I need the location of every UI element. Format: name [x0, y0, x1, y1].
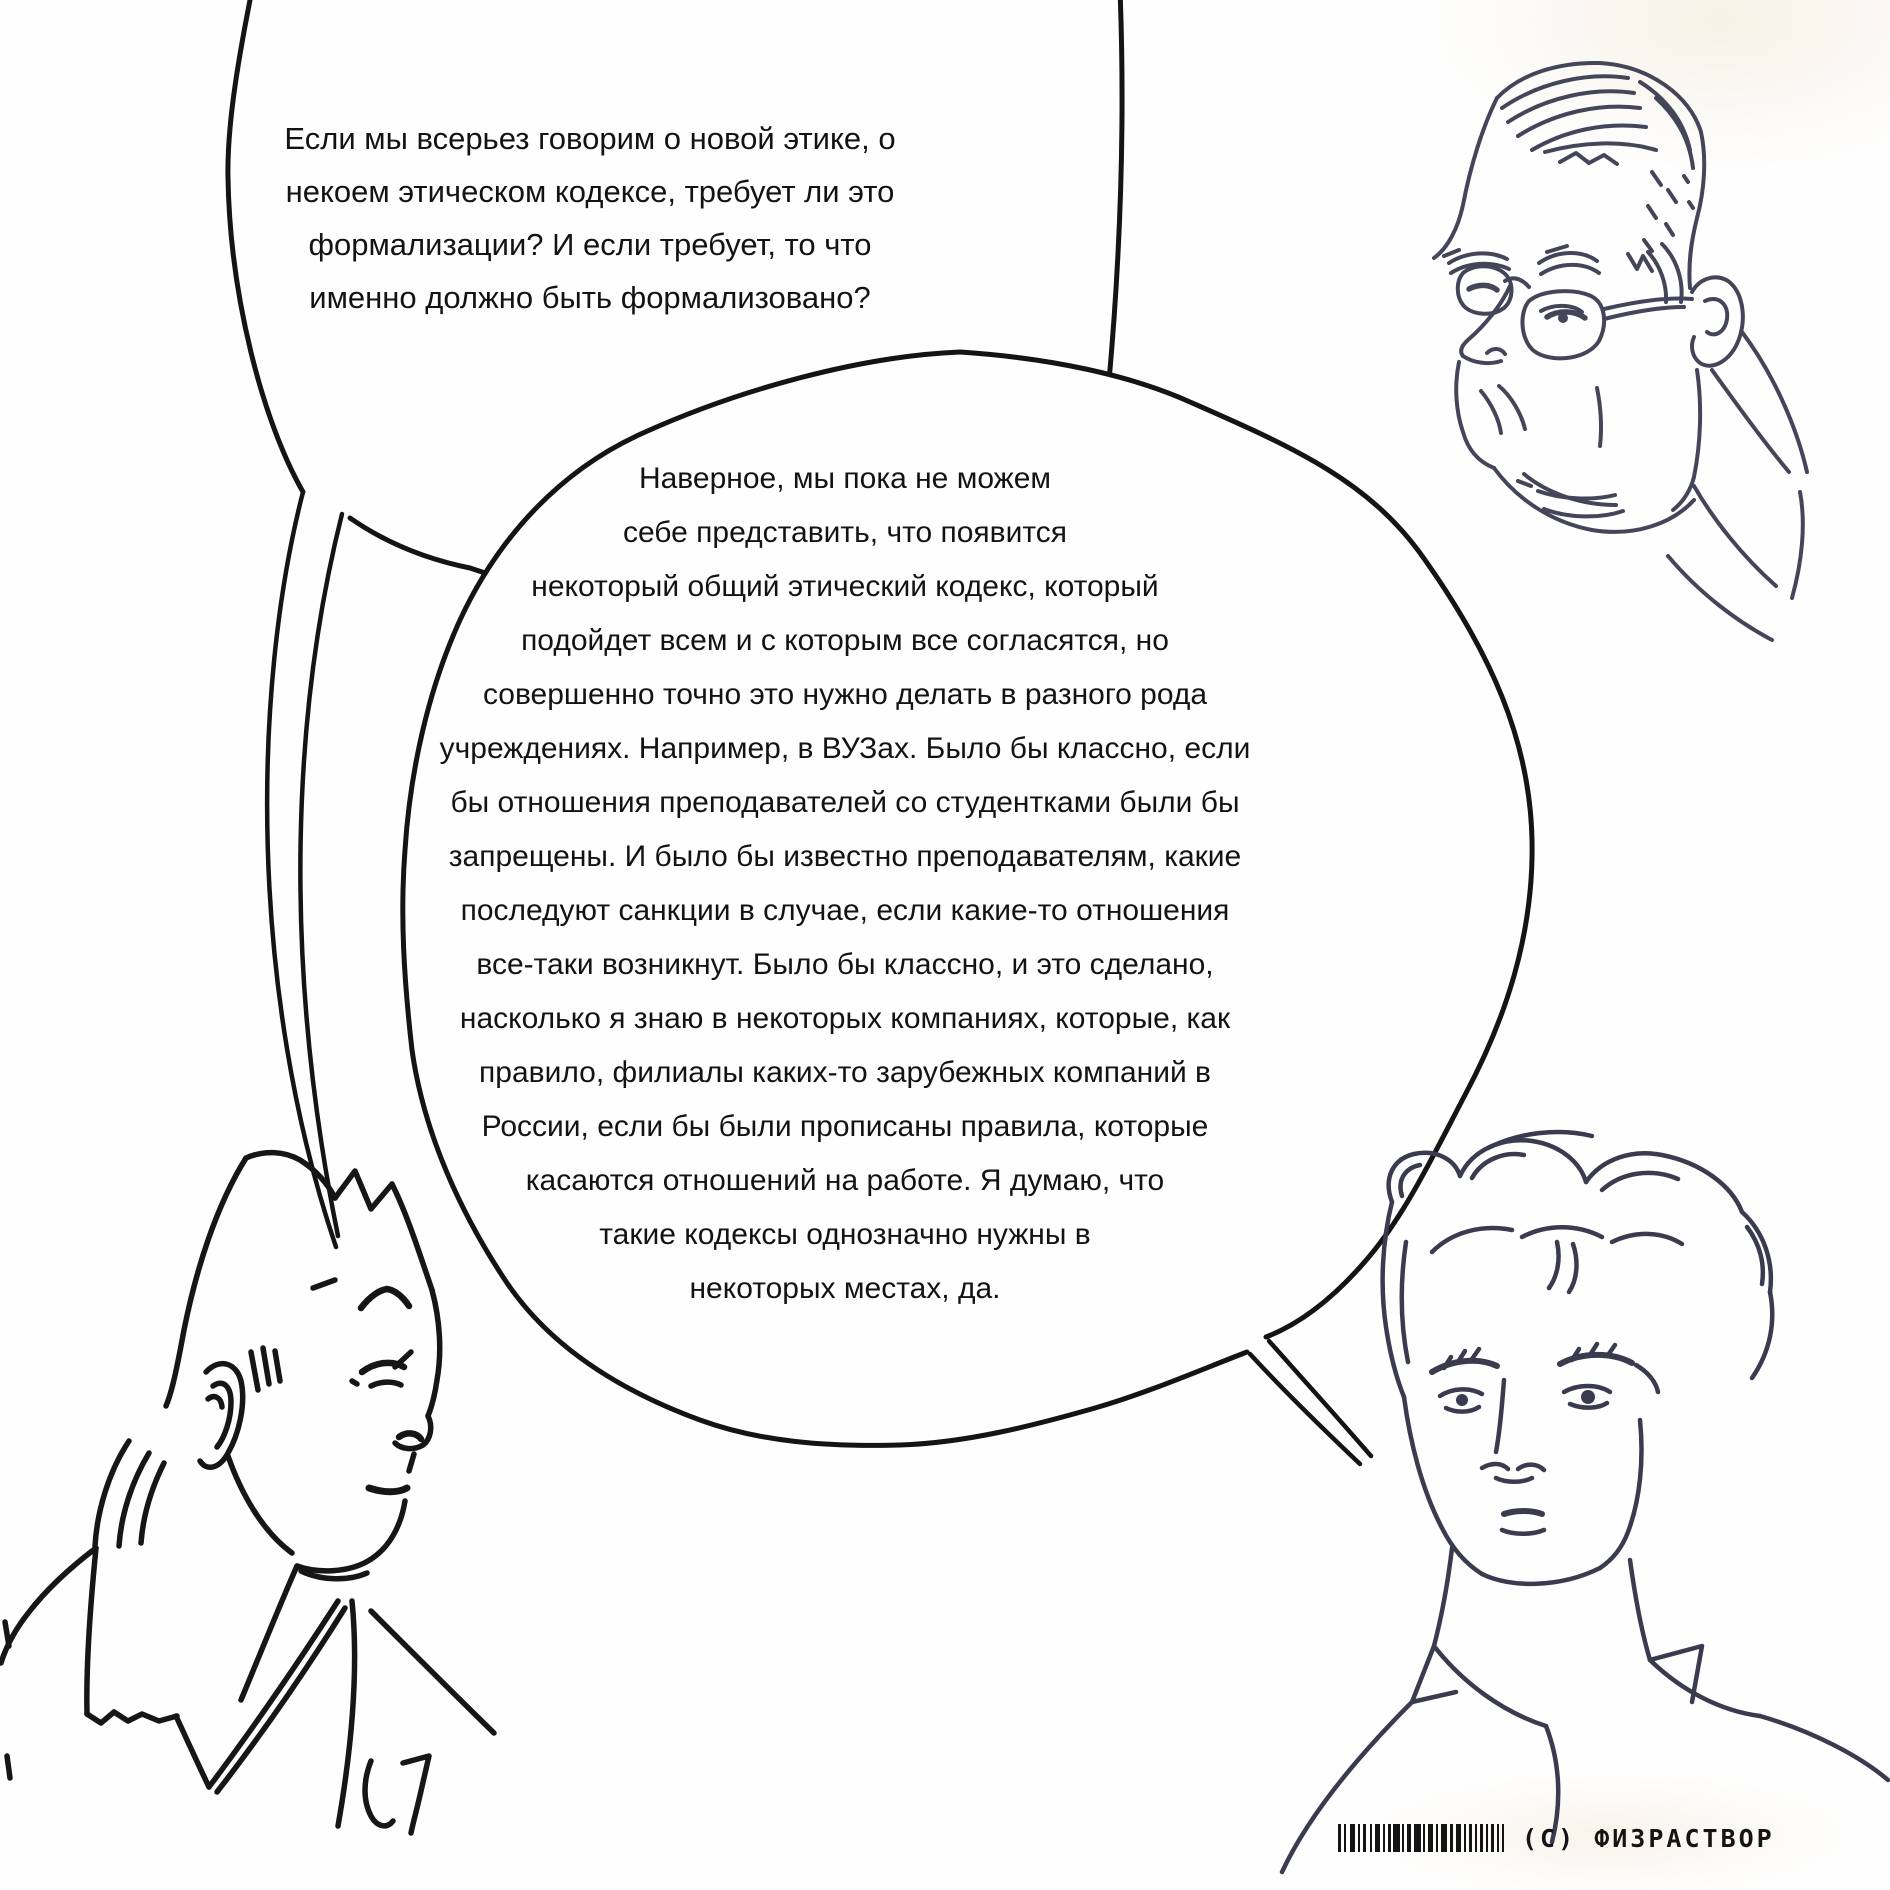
speech-bubble-question-text: Если мы всерьез говорим о новой этике, о некоем этическом кодексе, требует ли это формализации? И если требует, то что именно должно быть формализовано? — [284, 121, 896, 315]
copyright-text: (С) ФИЗРАСТВОР — [1522, 1823, 1775, 1853]
watermark — [1338, 1820, 1775, 1856]
portrait-man-glasses — [1434, 63, 1807, 640]
barcode-icon — [1338, 1824, 1504, 1852]
speech-bubble-answer-text: Наверное, мы пока не можем себе представить, что появится некоторый общий этический кодекс, который подойдет всем и с которым все согласятся, но совершенно точно это нужно делать в разного рода учреждениях. Например, в ВУЗах. Было бы классно, если бы отношения преподавателей со студентками были бы запрещены. И было бы известно преподавателям, какие последуют санкции в случае, если какие-то отношения все-таки возникнут. Было бы классно, и это сделано, насколько я знаю в некоторых компаниях, которые, как правило, филиалы каких-то зарубежных компаний в России, если бы были прописаны правила, которые касаются отношений на работе. Я думаю, что такие кодексы однозначно нужны в некоторых местах, да. — [439, 462, 1251, 1305]
